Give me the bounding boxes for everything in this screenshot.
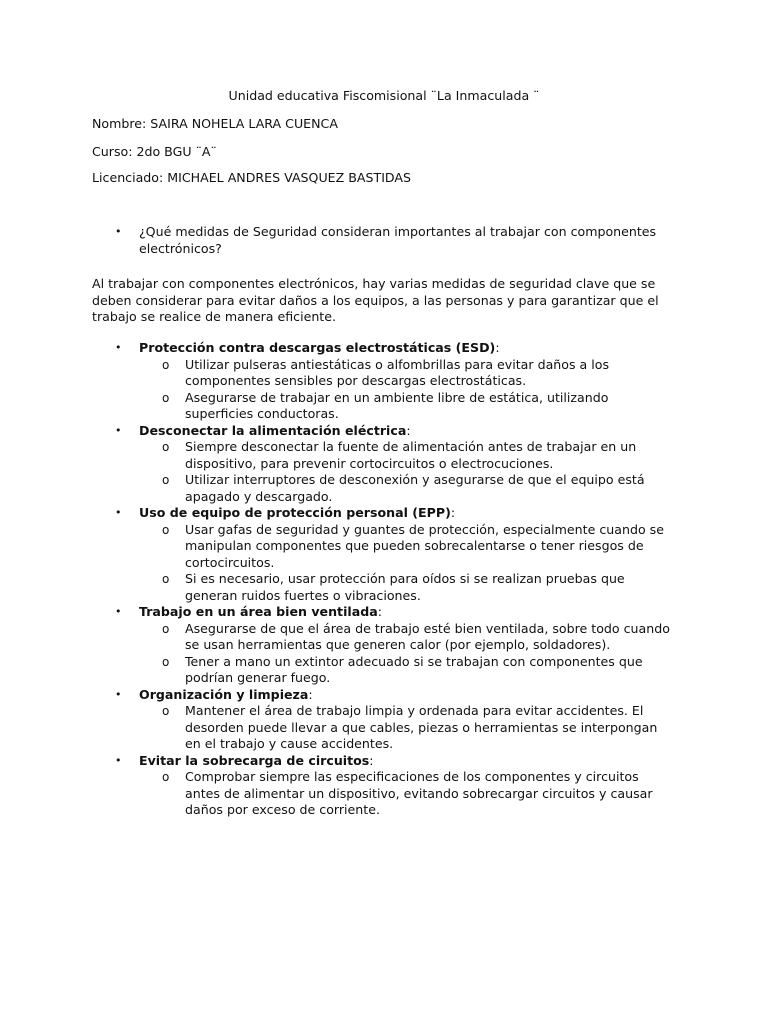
sub-bullet: o	[162, 522, 170, 537]
sub-item-text: Asegurarse de que el área de trabajo esté bien ventilada, sobre todo cuando se usan herramientas que generen calor (por ejemplo, soldadores).	[185, 620, 670, 652]
sub-list	[0, 703, 768, 753]
sub-item	[0, 357, 768, 390]
sub-item	[0, 390, 768, 423]
sub-item	[0, 472, 768, 505]
section-title-colon: :	[308, 686, 313, 702]
sub-list	[0, 621, 768, 687]
question-text: ¿Qué medidas de Seguridad consideran importantes al trabajar con componentes electrónicos?	[139, 224, 657, 256]
section-title-colon: :	[495, 340, 500, 355]
sub-item-text: Tener a mano un extintor adecuado si se trabajan con componentes que podrían generar fuego.	[185, 653, 643, 685]
section-title-colon: :	[377, 604, 382, 619]
sub-bullet: o	[162, 770, 170, 784]
sub-item-text: Siempre desconectar la fuente de alimentación antes de trabajar en un dispositivo, para prevenir cortocircuitos o electrocuciones.	[185, 439, 637, 471]
sub-item-text: Mantener el área de trabajo limpia y ordenada para evitar accidentes. El desorden puede llevar a que cables, piezas o herramientas se interpongan en el trabajo y cause accidentes.	[185, 703, 658, 751]
sub-item-text: Utilizar interruptores de desconexión y asegurarse de que el equipo está apagado y descargado.	[185, 472, 645, 504]
sub-bullet: o	[162, 621, 170, 636]
sub-item	[0, 621, 768, 654]
sub-list	[0, 522, 768, 605]
sub-bullet: o	[162, 357, 170, 372]
section-title-colon: :	[406, 422, 411, 438]
sub-item-text: Utilizar pulseras antiestáticas o alfombrillas para evitar daños a los componentes sensibles por descargas electrostáticas.	[185, 356, 610, 388]
sub-bullet: o	[162, 572, 170, 586]
section-title-text: Protección contra descargas electrostáticas (ESD)	[139, 340, 496, 355]
sub-bullet: o	[162, 390, 170, 405]
sub-item	[0, 654, 768, 687]
section-title	[139, 505, 768, 522]
section-title	[139, 340, 768, 357]
section-title-colon: :	[369, 752, 374, 768]
section-title-text: Desconectar la alimentación eléctrica	[139, 422, 407, 438]
section-title	[139, 753, 768, 770]
sub-item-text: Usar gafas de seguridad y guantes de protección, especialmente cuando se manipulan componentes que pueden sobrecalentarse o tener riesgos de cortocircuitos.	[185, 521, 664, 570]
section-title-text: Organización y limpieza	[139, 686, 309, 702]
student-name: Nombre: SAIRA NOHELA LARA CUENCA	[92, 116, 338, 131]
course: Curso: 2do BGU ¨A¨	[92, 144, 217, 159]
section-title-text: Uso de equipo de protección personal (EPP)	[139, 505, 451, 520]
safety-measures-list	[0, 340, 768, 819]
section-item	[0, 604, 768, 687]
sub-item	[0, 571, 768, 604]
sub-item	[0, 439, 768, 472]
sub-item-text: Comprobar siempre las especificaciones de los componentes y circuitos antes de alimentar un dispositivo, evitando sobrecargar circuitos y causar daños por exceso de corriente.	[185, 769, 653, 817]
section-item	[0, 753, 768, 819]
section-title-text: Evitar la sobrecarga de circuitos	[139, 752, 370, 768]
sub-item	[0, 769, 768, 819]
sub-list	[0, 769, 768, 819]
section-item	[0, 687, 768, 753]
document-title: Unidad educativa Fiscomisional ¨La Inmaculada ¨	[228, 88, 540, 103]
sub-list	[0, 357, 768, 423]
section-bullet: •	[115, 341, 122, 354]
sub-item	[0, 522, 768, 572]
sub-item-text: Si es necesario, usar protección para oídos si se realizan pruebas que generan ruidos fuertes o vibraciones.	[185, 571, 625, 603]
sub-bullet: o	[162, 473, 170, 487]
sub-list	[0, 439, 768, 505]
section-bullet: •	[115, 753, 122, 767]
section-item	[0, 505, 768, 604]
sub-bullet: o	[162, 654, 170, 669]
section-bullet: •	[115, 687, 122, 701]
section-title-colon: :	[450, 505, 456, 520]
section-item	[0, 340, 768, 423]
section-title	[139, 604, 768, 621]
section-title	[139, 687, 768, 704]
teacher: Licenciado: MICHAEL ANDRES VASQUEZ BASTIDAS	[92, 170, 412, 185]
sub-item-text: Asegurarse de trabajar en un ambiente libre de estática, utilizando superficies conductoras.	[185, 389, 609, 421]
intro-paragraph: Al trabajar con componentes electrónicos, hay varias medidas de seguridad clave que se deben considerar para evitar daños a los equipos, a las personas y para garantizar que el trabajo se realice de manera eficiente.	[92, 276, 659, 324]
section-bullet: •	[115, 605, 122, 618]
section-title-text: Trabajo en un área bien ventilada	[139, 604, 378, 619]
sub-item	[0, 703, 768, 753]
question-bullet: •	[115, 225, 122, 238]
section-bullet: •	[115, 506, 122, 519]
section-bullet: •	[115, 423, 122, 437]
section-title	[139, 423, 768, 440]
sub-bullet: o	[162, 704, 170, 718]
sub-bullet: o	[162, 440, 170, 454]
section-item	[0, 423, 768, 506]
